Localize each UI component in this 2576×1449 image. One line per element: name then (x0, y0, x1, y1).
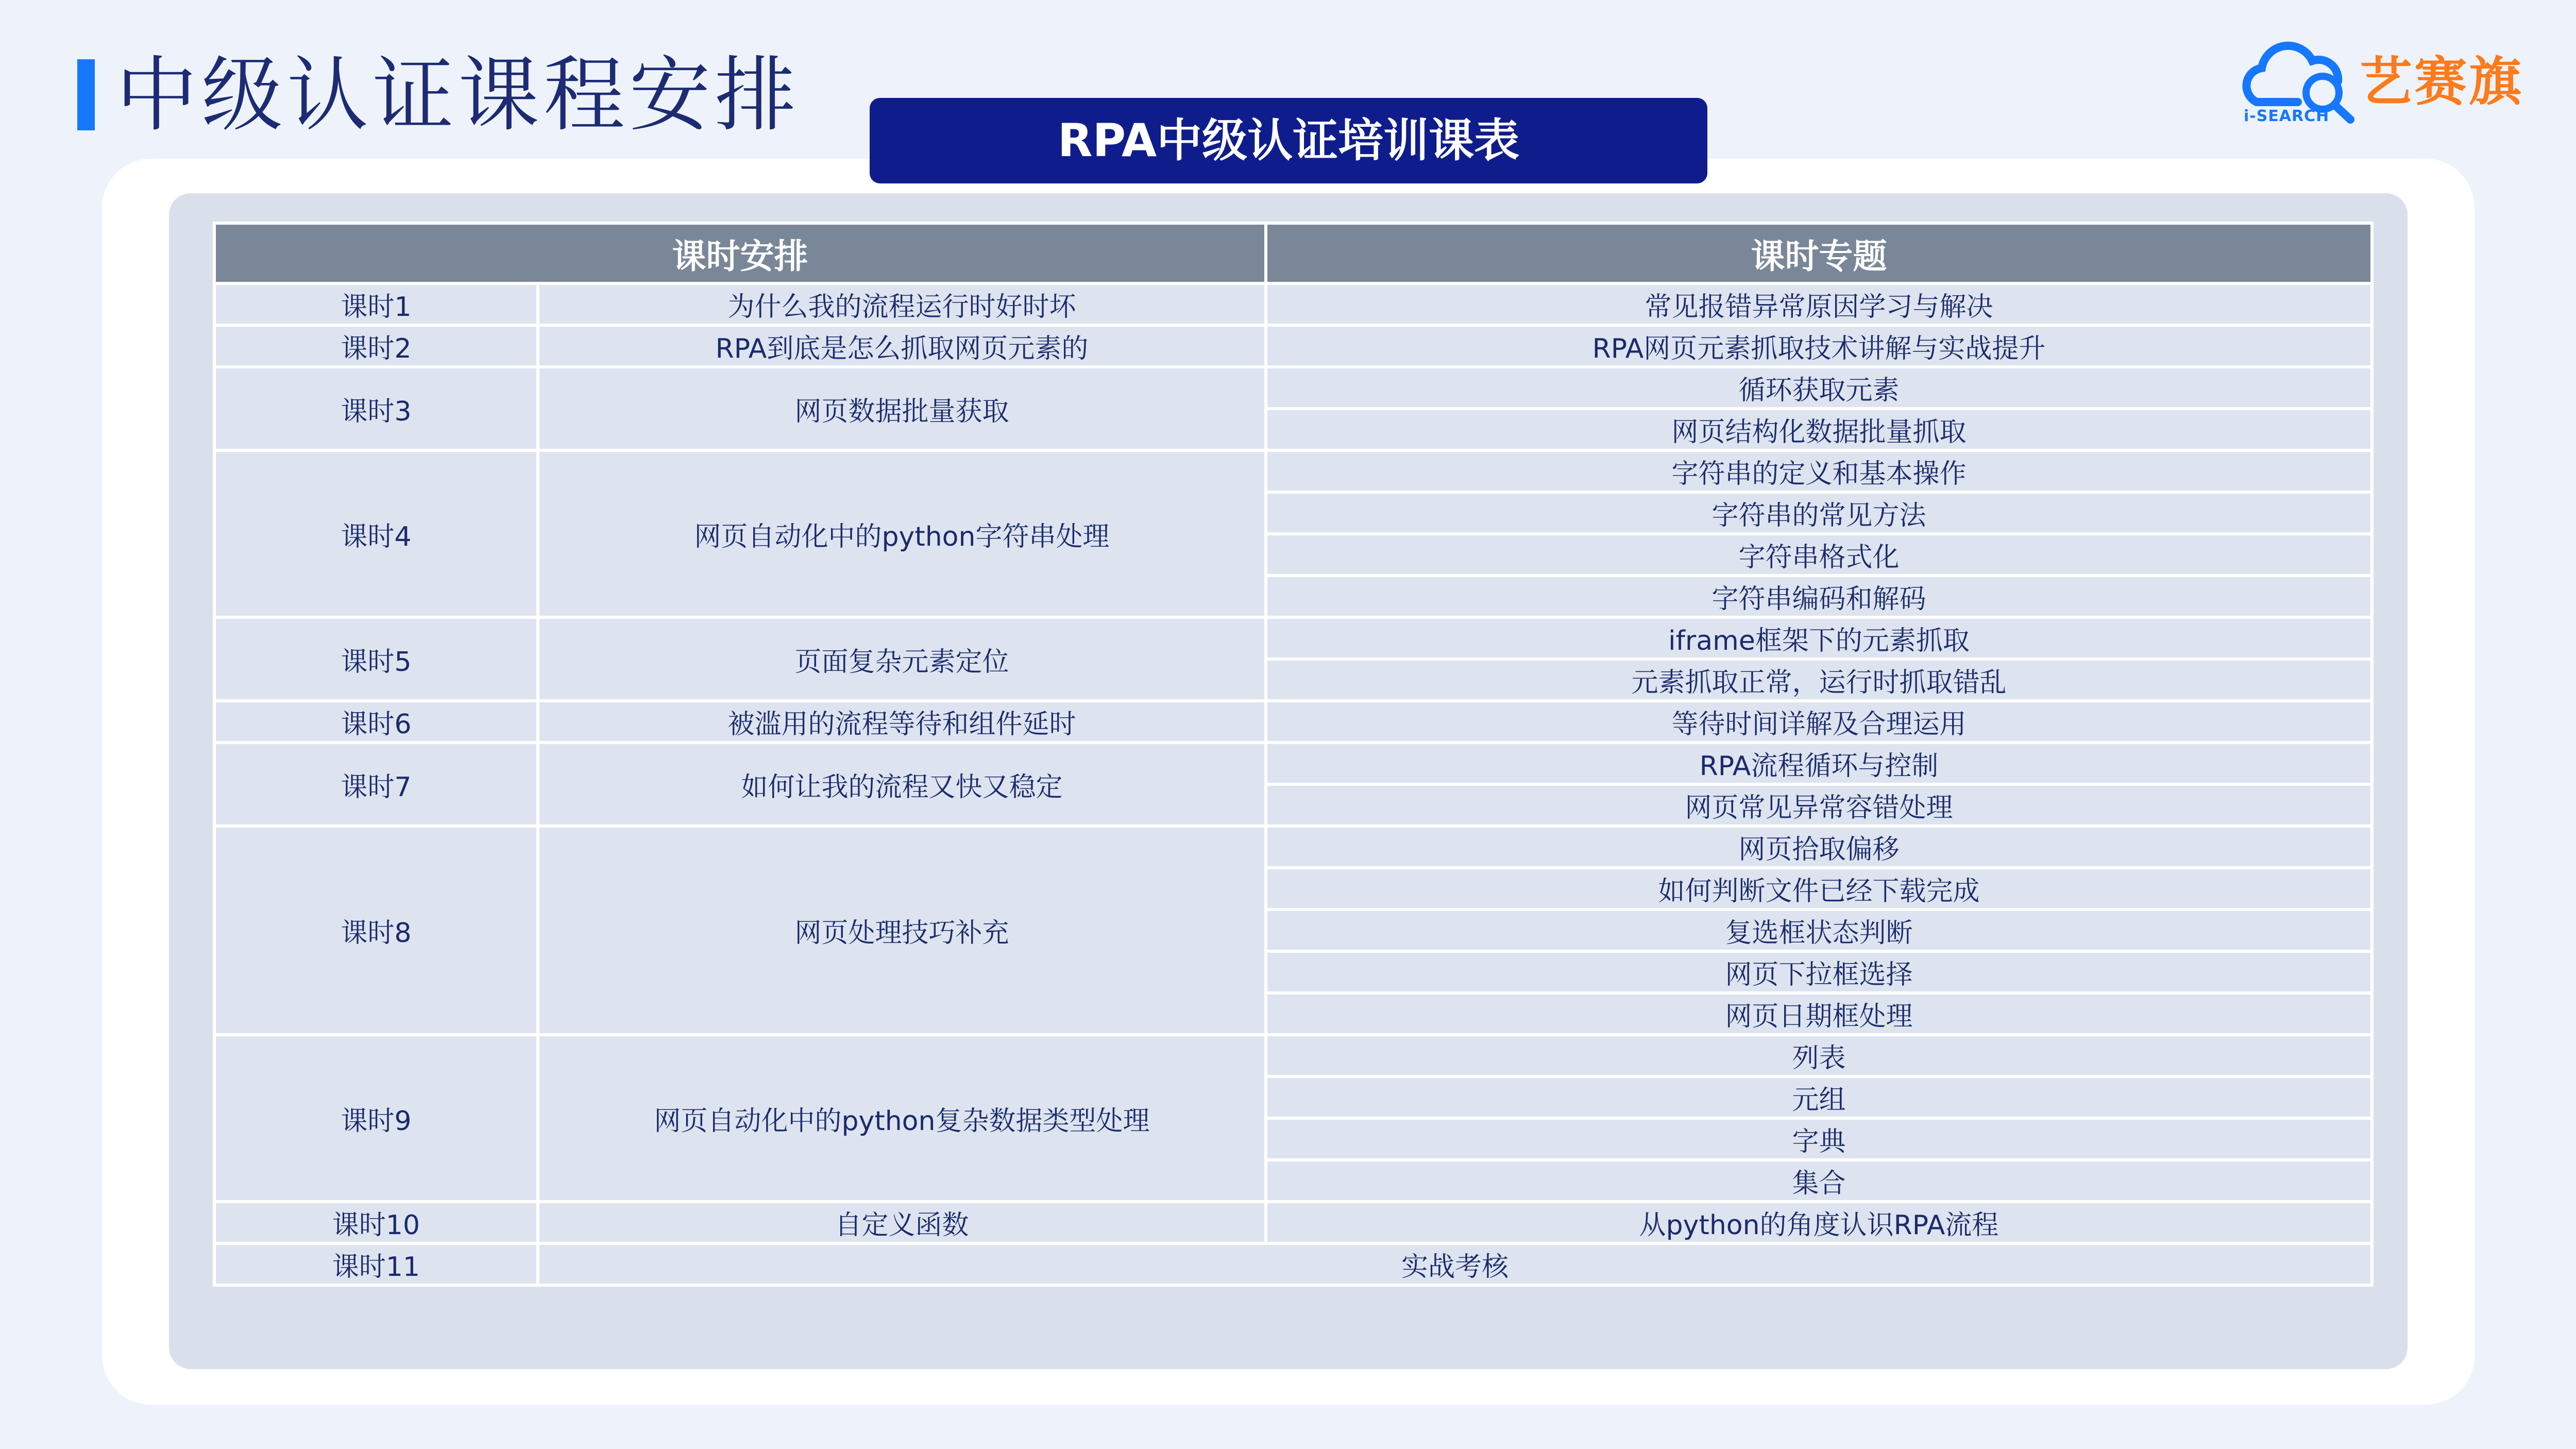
lesson-topic: 字符串的常见方法 (1266, 492, 2372, 534)
table-row (214, 450, 2372, 492)
title-accent-bar (77, 59, 95, 130)
lesson-topic: RPA网页元素抓取技术讲解与实战提升 (1266, 325, 2372, 367)
table-row (214, 325, 2372, 367)
lesson-id: 课时2 (214, 325, 538, 367)
table-row (214, 367, 2372, 409)
lesson-id: 课时3 (214, 367, 538, 450)
lesson-name: 网页自动化中的python字符串处理 (538, 450, 1266, 617)
table-row (214, 1035, 2372, 1076)
lesson-name: 页面复杂元素定位 (538, 617, 1266, 701)
lesson-id: 课时11 (214, 1243, 538, 1285)
lesson-name: 为什么我的流程运行时好时坏 (538, 283, 1266, 325)
table-row (214, 826, 2372, 868)
brand-subtitle: i-SEARCH (2244, 107, 2330, 125)
lesson-topic: 循环获取元素 (1266, 367, 2372, 409)
lesson-id: 课时1 (214, 283, 538, 325)
lesson-topic: 如何判断文件已经下载完成 (1266, 868, 2372, 909)
lesson-id: 课时7 (214, 743, 538, 826)
lesson-topic: 从python的角度认识RPA流程 (1266, 1202, 2372, 1243)
table-row (214, 1243, 2372, 1285)
schedule-banner: RPA中级认证培训课表 (870, 98, 1707, 183)
table-row (214, 617, 2372, 659)
lesson-id: 课时5 (214, 617, 538, 701)
lesson-topic: 网页常见异常容错处理 (1266, 784, 2372, 826)
lesson-topic: 列表 (1266, 1035, 2372, 1076)
schedule-table (213, 222, 2374, 1287)
lesson-name: 如何让我的流程又快又稳定 (538, 743, 1266, 826)
lesson-topic: 字符串编码和解码 (1266, 576, 2372, 617)
lesson-topic: 元组 (1266, 1076, 2372, 1118)
header-schedule: 课时安排 (214, 223, 1266, 283)
lesson-id: 课时9 (214, 1035, 538, 1202)
lesson-topic: 字符串的定义和基本操作 (1266, 450, 2372, 492)
lesson-topic: 网页结构化数据批量抓取 (1266, 409, 2372, 450)
lesson-name: RPA到底是怎么抓取网页元素的 (538, 325, 1266, 367)
lesson-topic: 字典 (1266, 1118, 2372, 1160)
lesson-topic: 网页下拉框选择 (1266, 951, 2372, 993)
table-row (214, 283, 2372, 325)
lesson-name: 网页数据批量获取 (538, 367, 1266, 450)
lesson-topic: 字符串格式化 (1266, 534, 2372, 576)
lesson-topic: 等待时间详解及合理运用 (1266, 701, 2372, 743)
lesson-topic: 元素抓取正常，运行时抓取错乱 (1266, 659, 2372, 701)
lesson-name: 网页自动化中的python复杂数据类型处理 (538, 1035, 1266, 1202)
brand-name: 艺赛旗 (2360, 52, 2523, 113)
brand-logo (2236, 41, 2524, 129)
lesson-final-text: 实战考核 (538, 1243, 2372, 1285)
lesson-name: 网页处理技巧补充 (538, 826, 1266, 1035)
lesson-topic: 网页日期框处理 (1266, 993, 2372, 1035)
lesson-id: 课时6 (214, 701, 538, 743)
lesson-topic: 常见报错异常原因学习与解决 (1266, 283, 2372, 325)
page-title: 中级认证课程安排 (116, 48, 800, 143)
lesson-topic: iframe框架下的元素抓取 (1266, 617, 2372, 659)
lesson-topic: 集合 (1266, 1160, 2372, 1202)
table-row (214, 1202, 2372, 1243)
lesson-name: 被滥用的流程等待和组件延时 (538, 701, 1266, 743)
lesson-topic: 复选框状态判断 (1266, 909, 2372, 951)
lesson-id: 课时10 (214, 1202, 538, 1243)
lesson-topic: RPA流程循环与控制 (1266, 743, 2372, 784)
lesson-id: 课时8 (214, 826, 538, 1035)
table-row (214, 701, 2372, 743)
lesson-topic: 网页拾取偏移 (1266, 826, 2372, 868)
lesson-name: 自定义函数 (538, 1202, 1266, 1243)
table-header-row (214, 223, 2372, 283)
lesson-id: 课时4 (214, 450, 538, 617)
table-row (214, 743, 2372, 784)
header-topics: 课时专题 (1266, 223, 2372, 283)
